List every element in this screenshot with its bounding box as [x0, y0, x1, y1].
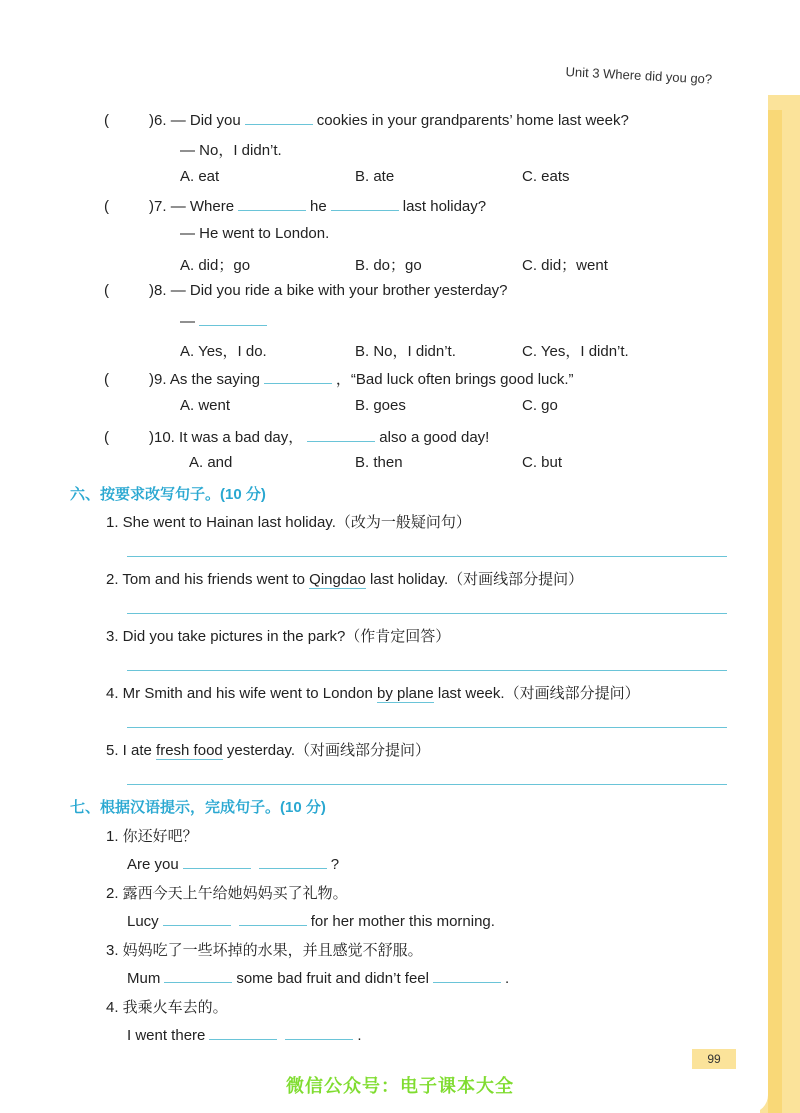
- option-c: C. Yes，I didn’t.: [522, 343, 629, 360]
- section-7-title: 七、根据汉语提示，完成句子。(10 分): [70, 799, 326, 816]
- rewrite-item-4: 4. Mr Smith and his wife went to London by plane last week.（对画线部分提问）: [106, 685, 640, 702]
- option-c: C. but: [522, 454, 563, 471]
- translate-item-3-cn: 3. 妈妈吃了一些坏掉的水果，并且感觉不舒服。: [106, 942, 423, 959]
- paren: (: [104, 112, 109, 129]
- answer-blank[interactable]: [199, 311, 267, 326]
- running-header: Unit 3 Where did you go?: [565, 64, 713, 87]
- option-b: B. No，I didn’t.: [355, 343, 456, 360]
- page-number: 99: [692, 1049, 736, 1069]
- option-a: A. and: [189, 454, 233, 471]
- question-7: ( )7. — Where he last holiday?: [104, 198, 487, 215]
- option-a: A. went: [180, 397, 231, 414]
- translate-item-4-en: I went there .: [127, 1027, 362, 1044]
- answer-blank[interactable]: [183, 854, 251, 869]
- answer-line[interactable]: [127, 670, 727, 671]
- answer-blank[interactable]: [331, 196, 399, 211]
- rewrite-item-1: 1. She went to Hainan last holiday.（改为一般疑问句）: [106, 514, 471, 531]
- answer-blank[interactable]: [245, 110, 313, 125]
- answer-line[interactable]: [127, 613, 727, 614]
- rewrite-item-2: 2. Tom and his friends went to Qingdao last holiday.（对画线部分提问）: [106, 571, 584, 588]
- answer-line[interactable]: [127, 556, 727, 557]
- option-c: C. go: [522, 397, 558, 414]
- answer-blank[interactable]: [238, 196, 306, 211]
- translate-item-4-cn: 4. 我乘火车去的。: [106, 999, 228, 1016]
- option-b: B. ate: [355, 168, 395, 185]
- answer-blank[interactable]: [239, 911, 307, 926]
- question-8-answer: —: [180, 311, 271, 330]
- question-9: ( )9. As the saying ，“Bad luck often brings good luck.”: [104, 371, 574, 388]
- option-a: A. did；go: [180, 257, 251, 274]
- answer-blank[interactable]: [163, 911, 231, 926]
- answer-blank[interactable]: [307, 427, 375, 442]
- option-c: C. did；went: [522, 257, 608, 274]
- question-6-answer: — No，I didn’t.: [180, 142, 282, 159]
- translate-item-2-en: Lucy for her mother this morning.: [127, 913, 495, 930]
- translate-item-1-cn: 1. 你还好吧？: [106, 828, 198, 845]
- answer-blank[interactable]: [259, 854, 327, 869]
- answer-blank[interactable]: [433, 968, 501, 983]
- option-b: B. then: [355, 454, 403, 471]
- option-b: B. do；go: [355, 257, 422, 274]
- translate-item-1-en: Are you ?: [127, 856, 340, 873]
- answer-line[interactable]: [127, 727, 727, 728]
- rewrite-item-5: 5. I ate fresh food yesterday.（对画线部分提问）: [106, 742, 431, 759]
- option-a: A. eat: [180, 168, 220, 185]
- section-6-title: 六、按要求改写句子。(10 分): [70, 486, 266, 503]
- option-a: A. Yes，I do.: [180, 343, 267, 360]
- question-7-answer: — He went to London.: [180, 225, 330, 242]
- footer-watermark: 微信公众号：电子课本大全: [286, 1076, 514, 1096]
- answer-blank[interactable]: [164, 968, 232, 983]
- answer-blank[interactable]: [264, 369, 332, 384]
- option-b: B. goes: [355, 397, 406, 414]
- page-edge-inner: [768, 110, 782, 1113]
- question-10: ( )10. It was a bad day， also a good day!: [104, 429, 490, 446]
- answer-line[interactable]: [127, 784, 727, 785]
- answer-blank[interactable]: [209, 1025, 277, 1040]
- question-8: ( )8. — Did you ride a bike with your brother yesterday?: [104, 282, 508, 299]
- option-c: C. eats: [522, 168, 570, 185]
- translate-item-3-en: Mum some bad fruit and didn’t feel .: [127, 970, 510, 987]
- question-6: ( )6. — Did you cookies in your grandparents’ home last week?: [104, 112, 629, 129]
- answer-blank[interactable]: [285, 1025, 353, 1040]
- rewrite-item-3: 3. Did you take pictures in the park?（作肯定回答）: [106, 628, 451, 645]
- translate-item-2-cn: 2. 露西今天上午给她妈妈买了礼物。: [106, 885, 348, 902]
